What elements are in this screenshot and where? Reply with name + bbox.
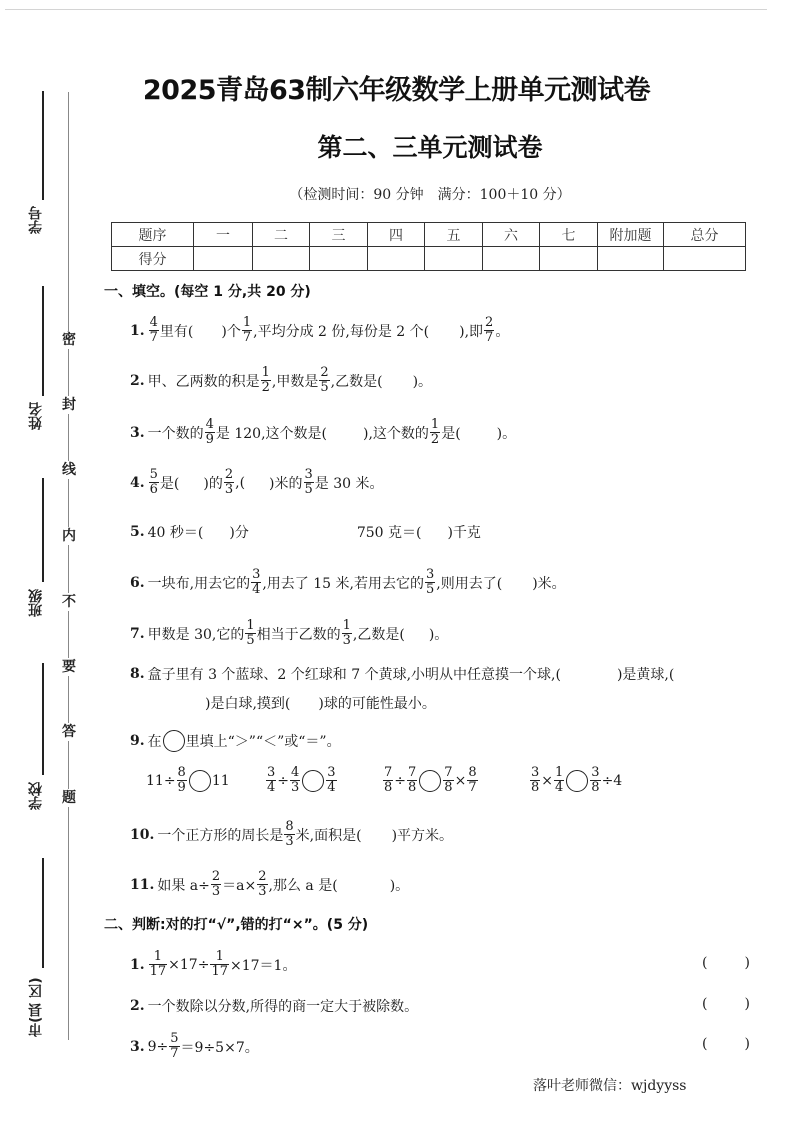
judgment-question-2: 2. 一个数除以分数,所得的商一定大于被除数。 [130, 998, 419, 1015]
field-label-class: 班级 [28, 589, 44, 617]
score-cell[interactable] [598, 247, 664, 271]
question-number: 5. [130, 524, 145, 540]
judgment-question-3: 3. 9÷ $\frac{5}{7}$ ＝9÷5×7。 [130, 1031, 259, 1061]
fraction: $\frac{8}{7}$ [468, 765, 477, 795]
exam-meta: （检测时间：90 分钟 满分：100＋10 分） [289, 187, 571, 203]
fraction: $\frac{7}{8}$ [444, 765, 453, 795]
question-number: 10. [130, 826, 155, 843]
header-cell: 附加题 [598, 223, 664, 247]
score-cell[interactable] [664, 247, 746, 271]
section-heading-true-false: 二、判断:对的打“√”,错的打“×”。(5 分) [104, 917, 369, 933]
question-3: 3. 一个数的 $\frac{4}{9}$ 是 120,这个数是( ),这个数的 $\frac{1}{2}$ 是( )。 [130, 417, 517, 447]
score-row-label: 得分 [112, 247, 194, 271]
fraction: $\frac{3}{8}$ [531, 765, 540, 795]
fraction: $\frac{4}{9}$ [205, 417, 214, 447]
fraction: $\frac{2}{3}$ [211, 869, 221, 899]
question-number: 2. [130, 998, 145, 1014]
fraction: $\frac{5}{7}$ [170, 1031, 179, 1061]
header-cell: 一 [194, 223, 253, 247]
question-number: 2. [130, 372, 145, 389]
field-line-school [42, 663, 44, 775]
question-8: 8. 盒子里有 3 个蓝球、2 个红球和 7 个黄球,小明从中任意摸一个球,( )是黄球,( [130, 666, 675, 683]
seal-char: 密 [62, 332, 76, 348]
field-line-name [42, 286, 44, 396]
compare-circle-input[interactable] [302, 770, 324, 792]
compare-circle-input[interactable] [566, 770, 588, 792]
score-cell[interactable] [483, 247, 540, 271]
fraction: $\frac{1}{7}$ [242, 315, 252, 345]
page-subtitle: 第二、三单元测试卷 [317, 133, 543, 162]
page-title: 2025青岛63制六年级数学上册单元测试卷 [142, 75, 651, 106]
question-1: 1. $\frac{4}{7}$ 里有( )个 $\frac{1}{7}$ ,平均分成 2 份,每份是 2 个( ),即 $\frac{2}{7}$ 。 [130, 315, 510, 345]
answer-bracket[interactable]: ( ) [702, 1036, 750, 1052]
fraction: $\frac{1}{17}$ [149, 949, 167, 979]
question-5: 5. 40 秒＝( )分 750 克＝( )千克 [130, 524, 481, 541]
fraction: $\frac{3}{8}$ [591, 765, 600, 795]
score-cell[interactable] [194, 247, 253, 271]
question-8-continued: )是白球,摸到( )球的可能性最小。 [205, 696, 436, 712]
fraction: $\frac{4}{7}$ [149, 315, 158, 345]
fraction: $\frac{2}{3}$ [224, 467, 234, 497]
fraction: $\frac{7}{8}$ [408, 765, 417, 795]
score-table-header-row [112, 223, 746, 247]
header-cell: 三 [310, 223, 368, 247]
fraction: $\frac{1}{3}$ [342, 618, 351, 648]
field-label-student-id: 学号 [28, 206, 44, 234]
fraction: $\frac{4}{3}$ [291, 765, 300, 795]
score-cell[interactable] [425, 247, 483, 271]
question-number: 7. [130, 625, 145, 642]
score-table-score-row [112, 247, 746, 271]
fraction: $\frac{1}{5}$ [246, 618, 255, 648]
score-table [111, 222, 746, 271]
circle-icon [163, 730, 185, 752]
score-cell[interactable] [310, 247, 368, 271]
fraction: $\frac{2}{7}$ [485, 315, 494, 345]
fraction: $\frac{1}{2}$ [430, 417, 440, 447]
answer-bracket[interactable]: ( ) [702, 955, 750, 971]
field-label-name: 姓名 [28, 402, 44, 430]
question-6: 6. 一块布,用去它的 $\frac{3}{4}$ ,用去了 15 米,若用去它的 $\frac{3}{5}$ ,则用去了( )米。 [130, 567, 566, 597]
page-top-border [5, 9, 767, 10]
fraction: $\frac{8}{9}$ [177, 765, 186, 795]
seal-char: 不 [62, 594, 76, 610]
seal-char: 答 [62, 724, 76, 740]
fraction: $\frac{2}{5}$ [320, 365, 329, 395]
seal-char: 内 [62, 528, 76, 544]
question-number: 11. [130, 876, 155, 893]
field-label-city: 市(县 区) [28, 977, 44, 1037]
fraction: $\frac{3}{5}$ [304, 467, 313, 497]
header-cell: 总分 [664, 223, 746, 247]
fraction: $\frac{3}{4}$ [267, 765, 276, 795]
header-cell: 七 [540, 223, 598, 247]
footer-contact: 落叶老师微信：wjdyyss [533, 1078, 687, 1094]
fraction: $\frac{5}{6}$ [149, 467, 158, 497]
comparison-2: $\frac{3}{4}$ ÷ $\frac{4}{3}$ $\frac{3}{4}$ [267, 765, 336, 795]
fraction: $\frac{1}{17}$ [211, 949, 228, 979]
fraction: $\frac{1}{2}$ [261, 365, 270, 395]
comparison-4: $\frac{3}{8}$ × $\frac{1}{4}$ $\frac{3}{8}$ ÷4 [531, 765, 623, 795]
field-line-city [42, 858, 44, 968]
seal-char: 题 [62, 790, 76, 806]
header-cell: 题序 [112, 223, 194, 247]
header-cell: 五 [425, 223, 483, 247]
fraction: $\frac{3}{5}$ [425, 567, 435, 597]
answer-bracket[interactable]: ( ) [702, 996, 750, 1012]
seal-char: 线 [62, 462, 76, 478]
score-cell[interactable] [253, 247, 310, 271]
header-cell: 二 [253, 223, 310, 247]
fraction: $\frac{3}{4}$ [252, 567, 261, 597]
compare-circle-input[interactable] [189, 770, 211, 792]
score-cell[interactable] [540, 247, 598, 271]
fraction: $\frac{8}{3}$ [285, 819, 294, 849]
fraction: $\frac{7}{8}$ [384, 765, 393, 795]
seal-char: 要 [62, 659, 76, 675]
question-number: 6. [130, 574, 145, 591]
field-label-school: 学校 [28, 782, 44, 810]
question-number: 1. [130, 956, 145, 973]
question-4: 4. $\frac{5}{6}$ 是( )的 $\frac{2}{3}$ ,( )米的 $\frac{3}{5}$ 是 30 米。 [130, 467, 384, 497]
seal-char: 封 [62, 397, 76, 413]
header-cell: 四 [368, 223, 425, 247]
comparison-3: $\frac{7}{8}$ ÷ $\frac{7}{8}$ $\frac{7}{8}$ × $\frac{8}{7}$ [384, 765, 477, 795]
question-number: 3. [130, 424, 145, 441]
question-10: 10. 一个正方形的周长是 $\frac{8}{3}$ 米,面积是( )平方米。 [130, 819, 454, 849]
question-number: 9. [130, 733, 145, 749]
fraction: $\frac{2}{3}$ [258, 869, 267, 899]
question-number: 1. [130, 322, 145, 339]
header-cell: 六 [483, 223, 540, 247]
question-9: 9. 在 里填上“＞”“＜”或“＝”。 [130, 730, 341, 752]
question-number: 3. [130, 1038, 145, 1055]
section-heading-fill-blank: 一、填空。(每空 1 分,共 20 分) [104, 284, 311, 300]
judgment-question-1: 1. $\frac{1}{17}$ ×17÷ $\frac{1}{17}$ ×17＝1。 [130, 949, 297, 979]
question-7: 7. 甲数是 30,它的 $\frac{1}{5}$ 相当于乙数的 $\frac{1}{3}$ ,乙数是( )。 [130, 618, 449, 648]
question-11: 11. 如果 a÷ $\frac{2}{3}$ ＝a× $\frac{2}{3}$ ,那么 a 是( )。 [130, 869, 410, 899]
comparison-1: 11÷ $\frac{8}{9}$ 11 [146, 765, 230, 795]
fraction: $\frac{1}{4}$ [555, 765, 564, 795]
question-number: 4. [130, 474, 145, 491]
compare-circle-input[interactable] [419, 770, 441, 792]
fraction: $\frac{3}{4}$ [327, 765, 336, 795]
question-2: 2. 甲、乙两数的积是 $\frac{1}{2}$ ,甲数是 $\frac{2}{5}$ ,乙数是( )。 [130, 365, 433, 395]
question-number: 8. [130, 666, 145, 682]
field-line-class [42, 478, 44, 582]
score-cell[interactable] [368, 247, 425, 271]
seal-line [68, 92, 69, 1040]
